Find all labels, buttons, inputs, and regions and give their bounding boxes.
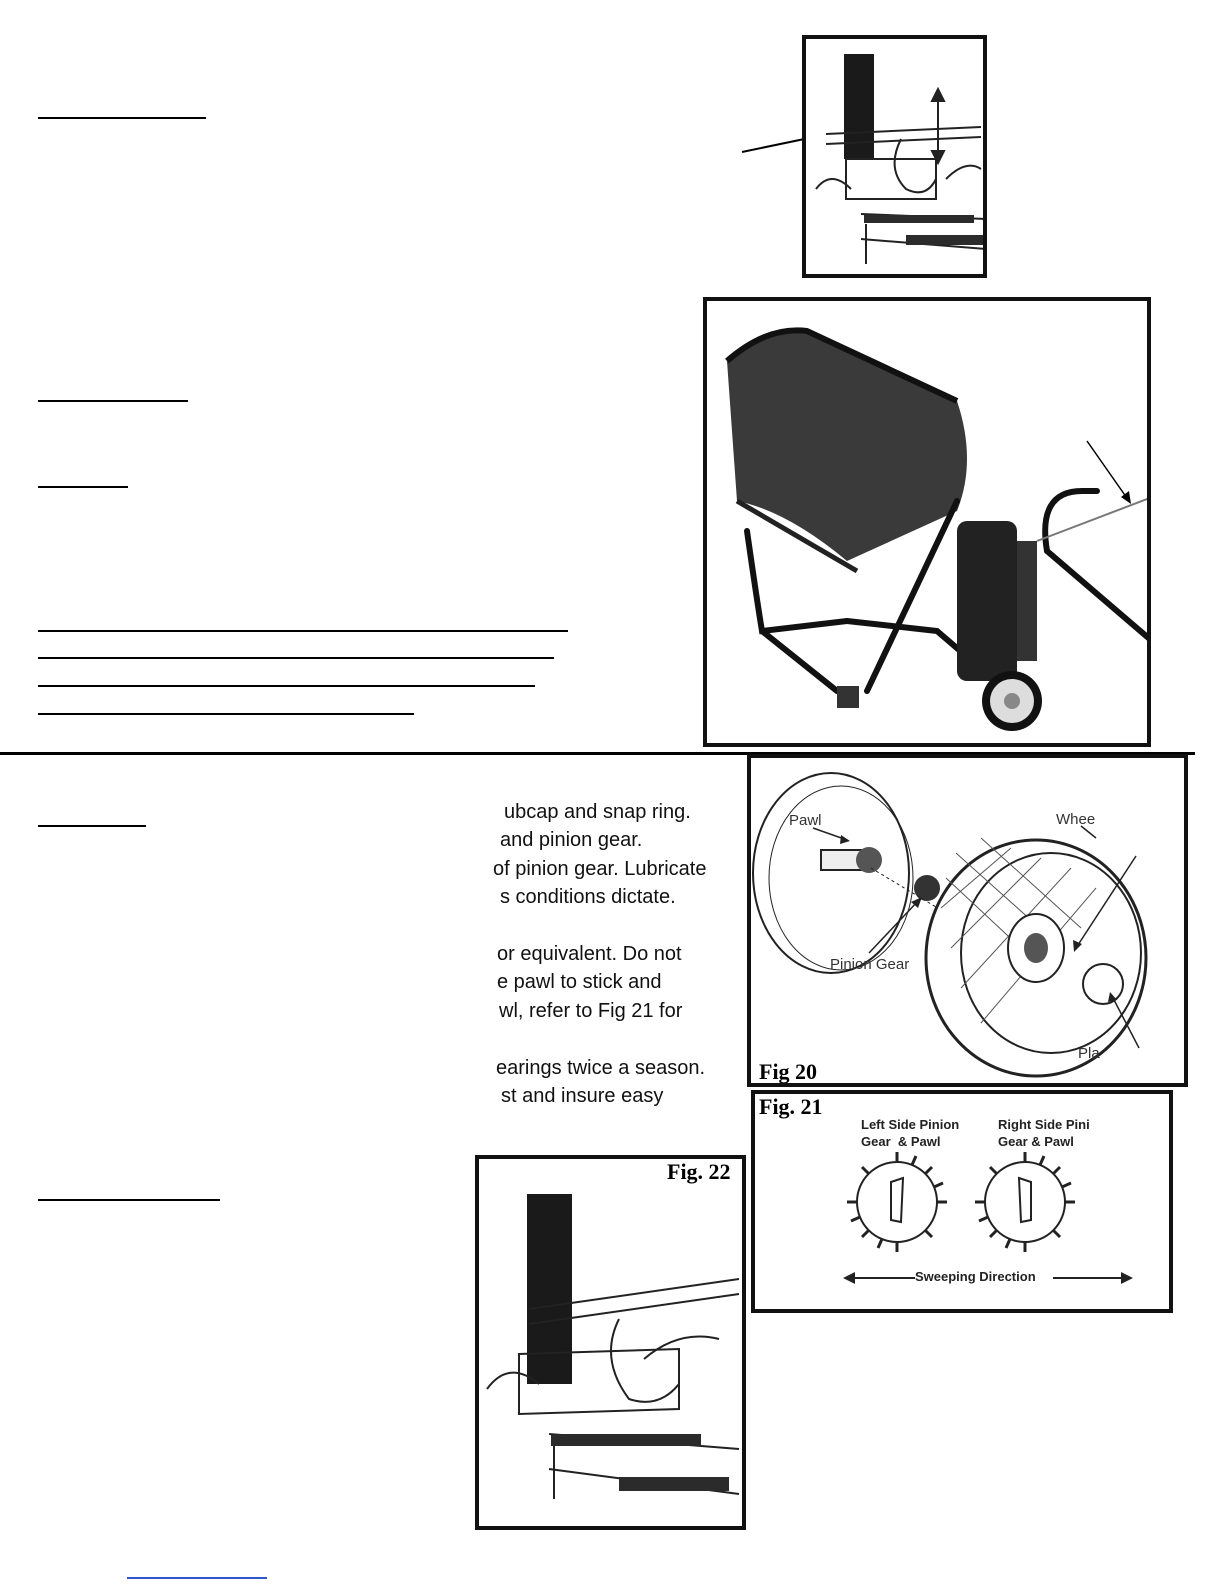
text-fragment-5: or equivalent. Do not (497, 943, 682, 965)
heading-underline-3 (38, 486, 128, 488)
figure-sweeper-photo (703, 297, 1151, 747)
right-pinion-label: Right Side Pini Gear & Pawl (998, 1117, 1090, 1149)
heading-underline-4 (38, 825, 146, 827)
label-pinion-gear: Pinion Gear (830, 956, 910, 973)
figure-20 (747, 754, 1188, 1087)
sweeper-illustration (707, 301, 1151, 747)
text-fragment-6: e pawl to stick and (497, 971, 662, 993)
figure-22 (475, 1155, 746, 1530)
text-fragment-4: s conditions dictate. (500, 886, 676, 908)
text-fragment-9: st and insure easy (501, 1085, 664, 1107)
fig20-title: Fig 20 (759, 1059, 818, 1084)
footer-link-underline (127, 1577, 267, 1579)
text-fragment-7: wl, refer to Fig 21 for (499, 1000, 683, 1022)
heading-underline-1 (38, 117, 206, 119)
fig21-title: Fig. 21 (759, 1094, 823, 1119)
figure-top-adjuster (802, 35, 987, 278)
text-fragment-1: ubcap and snap ring. (504, 801, 691, 823)
adjuster-closeup-illustration (479, 1159, 746, 1530)
text-underline-3 (38, 685, 535, 687)
label-pawl: Pawl (789, 812, 822, 829)
text-fragment-2: and pinion gear. (500, 829, 643, 851)
heading-underline-5 (38, 1199, 220, 1201)
text-underline-4 (38, 713, 414, 715)
heading-underline-2 (38, 400, 188, 402)
figure-21 (751, 1090, 1173, 1313)
text-fragment-8: earings twice a season. (496, 1057, 706, 1079)
adjuster-illustration (806, 39, 987, 278)
wheel-assembly-illustration (751, 758, 1188, 1087)
fig22-title: Fig. 22 (667, 1159, 731, 1184)
label-plate: Pla (1078, 1045, 1100, 1062)
text-underline-1 (38, 630, 568, 632)
sweeping-direction-label: Sweeping Direction (915, 1269, 1036, 1284)
text-fragment-3: of pinion gear. Lubricate (493, 858, 707, 880)
left-pinion-label: Left Side Pinion Gear & Pawl (861, 1117, 960, 1149)
text-underline-2 (38, 657, 554, 659)
label-wheel: Whee (1056, 811, 1096, 828)
